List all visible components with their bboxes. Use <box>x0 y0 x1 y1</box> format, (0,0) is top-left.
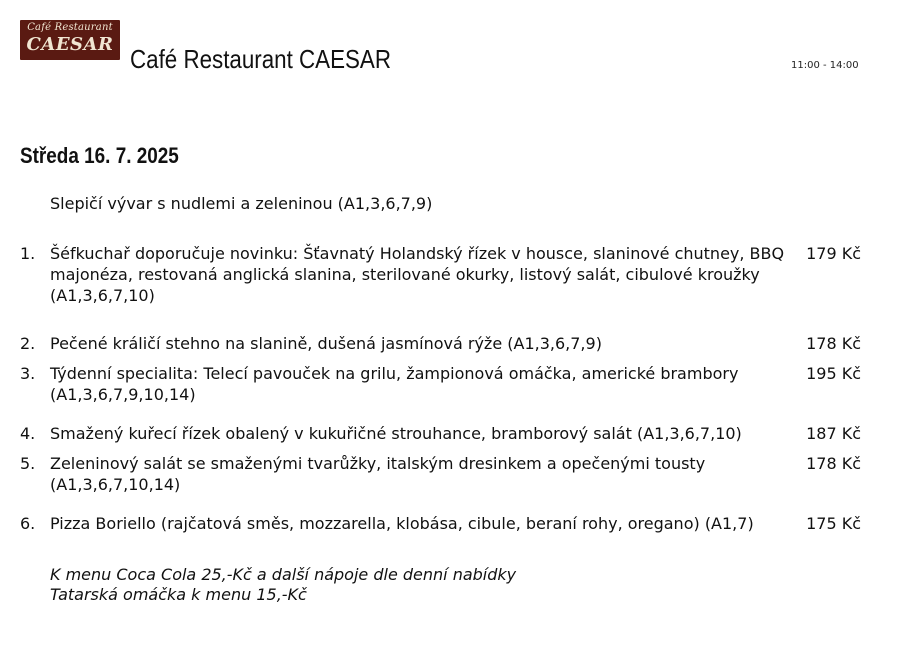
menu-item-name: Zeleninový salát se smaženými tvarůžky, italským dresinkem a opečenými tousty (A1,3,6,7,10,14) <box>50 454 706 494</box>
menu-item-price: 178 Kč <box>806 454 861 473</box>
page-title: Café Restaurant CAESAR <box>130 44 391 74</box>
menu-item-number: 4. <box>20 424 36 443</box>
day-heading: Středa 16. 7. 2025 <box>20 143 179 168</box>
menu-item-price: 179 Kč <box>806 244 861 263</box>
logo-wordmark: CAESAR <box>26 34 114 55</box>
menu-item-number: 2. <box>20 334 36 353</box>
menu-item-name: Pečené králičí stehno na slanině, dušená jasmínová rýže (A1,3,6,7,9) <box>50 334 602 353</box>
menu-item-price: 195 Kč <box>806 364 861 383</box>
opening-hours: 11:00 - 14:00 <box>791 60 859 71</box>
menu-item-name: Smažený kuřecí řízek obalený v kukuřičné strouhance, bramborový salát (A1,3,6,7,10) <box>50 424 742 443</box>
menu-item-name: Týdenní specialita: Telecí pavouček na grilu, žampionová omáčka, americké brambory (A1,3,6,7,9,10,14) <box>50 364 739 404</box>
menu-item-number: 5. <box>20 454 36 473</box>
menu-item-number: 6. <box>20 514 36 533</box>
logo-subtitle: Café Restaurant <box>27 22 113 33</box>
menu-item-number: 1. <box>20 244 36 263</box>
menu-note-sauce: Tatarská omáčka k menu 15,-Kč <box>50 585 307 604</box>
menu-item-price: 187 Kč <box>806 424 861 443</box>
menu-item-number: 3. <box>20 364 36 383</box>
menu-item-price: 178 Kč <box>806 334 861 353</box>
menu-item-name: Pizza Boriello (rajčatová směs, mozzarella, klobása, cibule, beraní rohy, oregano) (A1,7) <box>50 514 754 533</box>
menu-item-name: Šéfkuchař doporučuje novinku: Šťavnatý Holandský řízek v housce, slaninové chutney, BBQ majonéza, restovaná anglická slanina, sterilované okurky, listový salát, cibulové kroužky (A1,3,6,7,10) <box>50 244 785 305</box>
menu-note-drinks: K menu Coca Cola 25,-Kč a další nápoje dle denní nabídky <box>50 565 517 584</box>
menu-item-price: 175 Kč <box>806 514 861 533</box>
restaurant-logo <box>20 20 120 60</box>
soup-of-the-day: Slepičí vývar s nudlemi a zeleninou (A1,3,6,7,9) <box>50 194 433 213</box>
